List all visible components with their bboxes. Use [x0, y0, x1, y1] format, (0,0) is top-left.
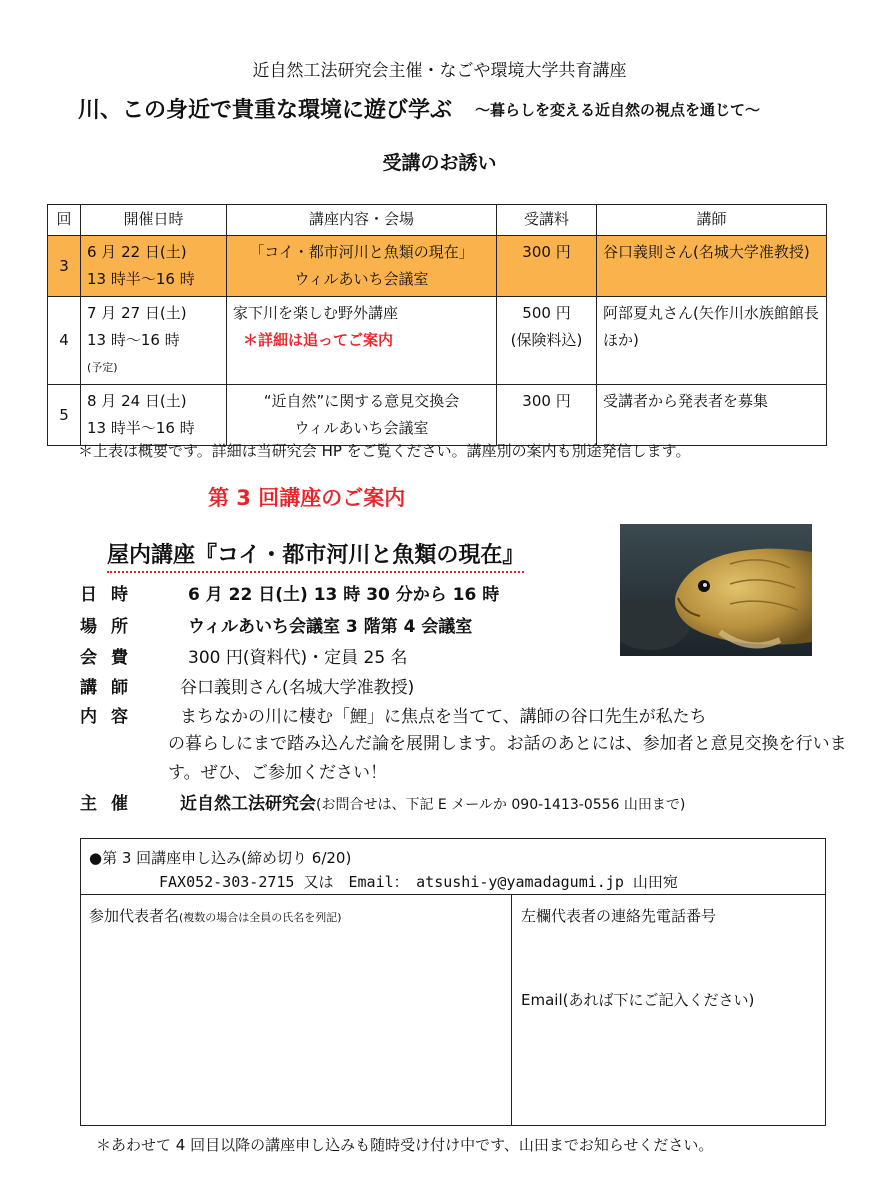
row-lecturer: 受講者から発表者を募集 — [597, 385, 827, 446]
detail-host — [80, 789, 685, 814]
detail-content-rest: の暮らしにまで踏み込んだ論を展開します。お話のあとには、参加者と意見交換を行います。ぜひ、ご参加ください！ — [168, 734, 847, 783]
detail-content-label: 内容 — [80, 707, 142, 727]
detail-date-label: 日時 — [80, 585, 142, 605]
row-time: 13 時半～16 時 — [87, 270, 195, 288]
row-content: 家下川を楽しむ野外講座 — [233, 304, 399, 322]
header-content: 講座内容・会場 — [227, 205, 497, 236]
header-lecturer: 講師 — [597, 205, 827, 236]
detail-host-note: (お問合せは、下記 E メールか 090-1413-0556 山田まで) — [316, 797, 686, 813]
form-column-divider — [511, 894, 512, 1125]
koi-fish-photo — [620, 524, 812, 656]
rep-label-text: 参加代表者名 — [89, 907, 180, 925]
row-date: 7 月 27 日(土) — [87, 304, 187, 322]
row-fee-value: 500 円 — [522, 304, 571, 322]
detail-host-value: 近自然工法研究会 — [180, 794, 316, 814]
row-datetime — [81, 236, 227, 297]
row-datetime — [81, 297, 227, 385]
indoor-lecture-title: 屋内講座『コイ・都市河川と魚類の現在』 — [107, 538, 524, 573]
main-title: 川、この身近で貴重な環境に遊び学ぶ — [78, 98, 453, 123]
row-lecturer: 阿部夏丸さん(矢作川水族館館長ほか) — [597, 297, 827, 385]
form-divider — [81, 894, 825, 895]
row-datetime — [81, 385, 227, 446]
row-time-note: (予定) — [87, 361, 118, 374]
header-fee: 受講料 — [497, 205, 597, 236]
row-lecturer: 谷口義則さん(名城大学准教授) — [597, 236, 827, 297]
form-title: ●第 3 回講座申し込み(締め切り 6/20) — [89, 849, 352, 867]
header-no: 回 — [48, 205, 81, 236]
detail-date-value: 6 月 22 日(土) 13 時 30 分から 16 時 — [188, 585, 500, 605]
schedule-row-3 — [48, 236, 827, 297]
detail-teacher — [80, 673, 414, 698]
schedule-row-4 — [48, 297, 827, 385]
detail-teacher-label: 講師 — [80, 678, 142, 698]
schedule-header-row — [48, 205, 827, 236]
row-no: 3 — [48, 236, 81, 297]
schedule-row-5 — [48, 385, 827, 446]
detail-host-label: 主催 — [80, 794, 142, 814]
row-content: “近自然”に関する意見交換会 — [263, 392, 460, 410]
detail-teacher-value: 谷口義則さん(名城大学准教授) — [180, 678, 415, 698]
row-fee: 300 円 — [497, 236, 597, 297]
row-venue: ウィルあいち会議室 — [294, 270, 429, 288]
detail-place — [80, 612, 472, 637]
footer-note: ＊あわせて 4 回目以降の講座申し込みも随時受け付け中です、山田までお知らせください。 — [96, 1136, 714, 1154]
row-date: 6 月 22 日(土) — [87, 243, 187, 261]
row-fee-note: (保険料込) — [510, 331, 583, 349]
row-time: 13 時半～16 時 — [87, 419, 195, 437]
application-form — [80, 838, 826, 1126]
detail-place-label: 場所 — [80, 617, 142, 637]
row-content: 「コイ・都市河川と魚類の現在」 — [249, 243, 474, 261]
row-no: 5 — [48, 385, 81, 446]
representative-name-field[interactable] — [89, 905, 342, 926]
form-contact: FAX052-303-2715 又は Email： atsushi-y@yamadagumi.jp 山田宛 — [159, 873, 678, 891]
detail-place-value: ウィルあいち会議室 3 階第 4 会議室 — [188, 617, 473, 637]
row-fee — [497, 297, 597, 385]
invitation-heading: 受講のお誘い — [382, 152, 497, 174]
row-content-venue — [227, 236, 497, 297]
row-content-venue — [227, 385, 497, 446]
table-note: ＊上表は概要です。詳細は当研究会 HP をご覧ください。講座別の案内も別途発信します。 — [78, 442, 691, 460]
detail-content — [80, 702, 707, 727]
schedule-table — [47, 204, 827, 446]
detail-fee-value: 300 円(資料代)・定員 25 名 — [188, 648, 408, 668]
header-date: 開催日時 — [81, 205, 227, 236]
email-field[interactable]: Email(あれば下にご記入ください) — [521, 991, 755, 1009]
row-venue: ウィルあいち会議室 — [294, 419, 429, 437]
row-content-venue — [227, 297, 497, 385]
row-date: 8 月 24 日(土) — [87, 392, 187, 410]
rep-label-note: (複数の場合は全員の氏名を列記) — [179, 911, 342, 924]
main-subtitle: ～暮らしを変える近自然の視点を通じて～ — [475, 101, 761, 119]
detail-date — [80, 580, 499, 605]
detail-fee-label: 会費 — [80, 648, 142, 668]
third-lecture-heading: 第 3 回講座のご案内 — [208, 486, 406, 510]
detail-content-first: まちなかの川に棲む「鯉」に焦点を当てて、講師の谷口先生が私たち — [180, 707, 707, 727]
row-note: ＊詳細は追ってご案内 — [243, 331, 394, 349]
row-fee: 300 円 — [497, 385, 597, 446]
detail-fee — [80, 643, 408, 668]
phone-number-field[interactable]: 左欄代表者の連絡先電話番号 — [521, 907, 717, 925]
organizer-line: 近自然工法研究会主催・なごや環境大学共育講座 — [252, 61, 627, 81]
row-time: 13 時～16 時 — [87, 331, 180, 349]
row-no: 4 — [48, 297, 81, 385]
